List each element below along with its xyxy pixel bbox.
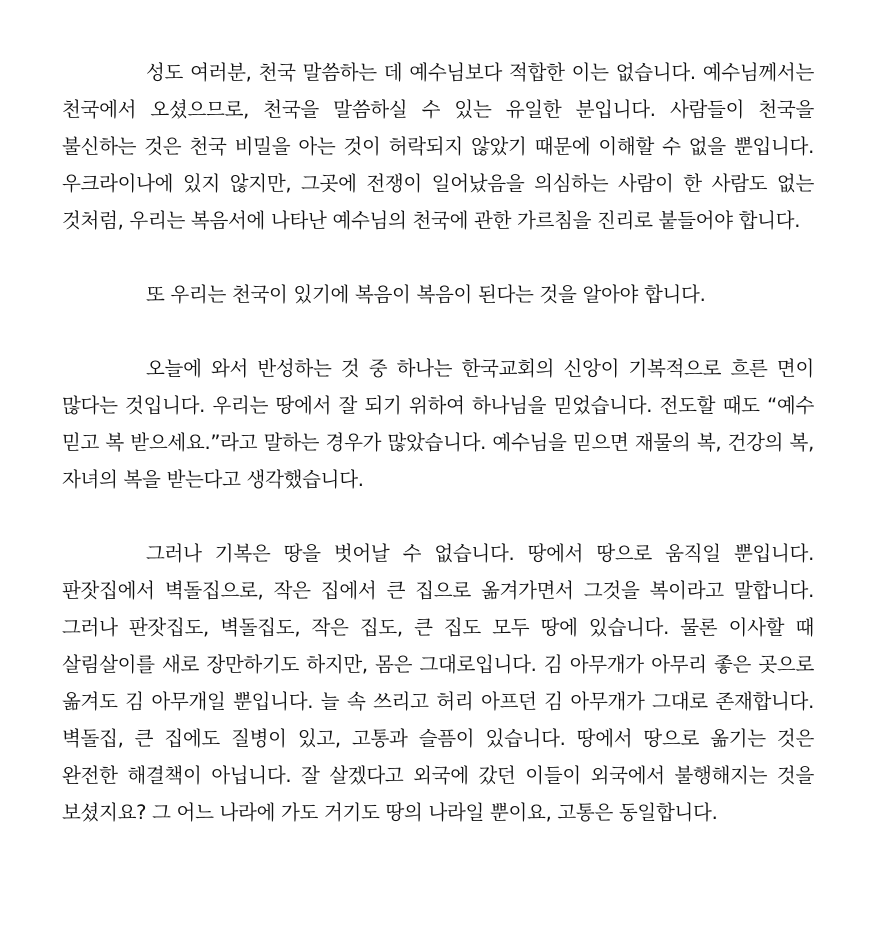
paragraph-earthly-blessing: 그러나 기복은 땅을 벗어날 수 없습니다. 땅에서 땅으로 움직일 뿐입니다. 판잣집에서 벽돌집으로, 작은 집에서 큰 집으로 옮겨가면서 그것을 복이라고 말합니다. 그러나 판잣집도, 벽돌집도, 작은 집도, 큰 집도 모두 땅에 있습니다. 물론 이사할 때 살림살이를 새로 장만하기도 하지만, 몸은 그대로입니다. 김 아무개가 아무리 좋은 곳으로 옮겨도 김 아무개일 뿐입니다. 늘 속 쓰리고 허리 아프던 김 아무개가 그대로 존재합니다. 벽돌집, 큰 집에도 질병이 있고, 고통과 슬픔이 있습니다. 땅에서 땅으로 옮기는 것은 완전한 해결책이 아닙니다. 잘 살겠다고 외국에 갔던 이들이 외국에서 불행해지는 것을 보셨지요? 그 어느 나라에 가도 거기도 땅의 나라일 뿐이요, 고통은 동일합니다. [62,542,814,824]
paragraph-prosperity-faith: 오늘에 와서 반성하는 것 중 하나는 한국교회의 신앙이 기복적으로 흐른 면이 많다는 것입니다. 우리는 땅에서 잘 되기 위하여 하나님을 믿었습니다. 전도할 때도 “예수 믿고 복 받으세요.”라고 말하는 경우가 많았습니다. 예수님을 믿으면 재물의 복, 건강의 복, 자녀의 복을 받는다고 생각했습니다. [62,357,814,491]
paragraph-gospel: 또 우리는 천국이 있기에 복음이 복음이 된다는 것을 알아야 합니다. [146,283,706,306]
paragraph-spacer [62,498,814,535]
paragraph-spacer [62,239,814,276]
paragraph-heaven-teaching: 성도 여러분, 천국 말씀하는 데 예수님보다 적합한 이는 없습니다. 예수님께서는 천국에서 오셨으므로, 천국을 말씀하실 수 있는 유일한 분입니다. 사람들이 천국을 불신하는 것은 천국 비밀을 아는 것이 허락되지 않았기 때문에 이해할 수 없을 뿐입니다. 우크라이나에 있지 않지만, 그곳에 전쟁이 일어났음을 의심하는 사람이 한 사람도 없는 것처럼, 우리는 복음서에 나타난 예수님의 천국에 관한 가르침을 진리로 붙들어야 합니다. [62,61,814,232]
paragraph-spacer [62,313,814,350]
document-page [62,54,814,831]
